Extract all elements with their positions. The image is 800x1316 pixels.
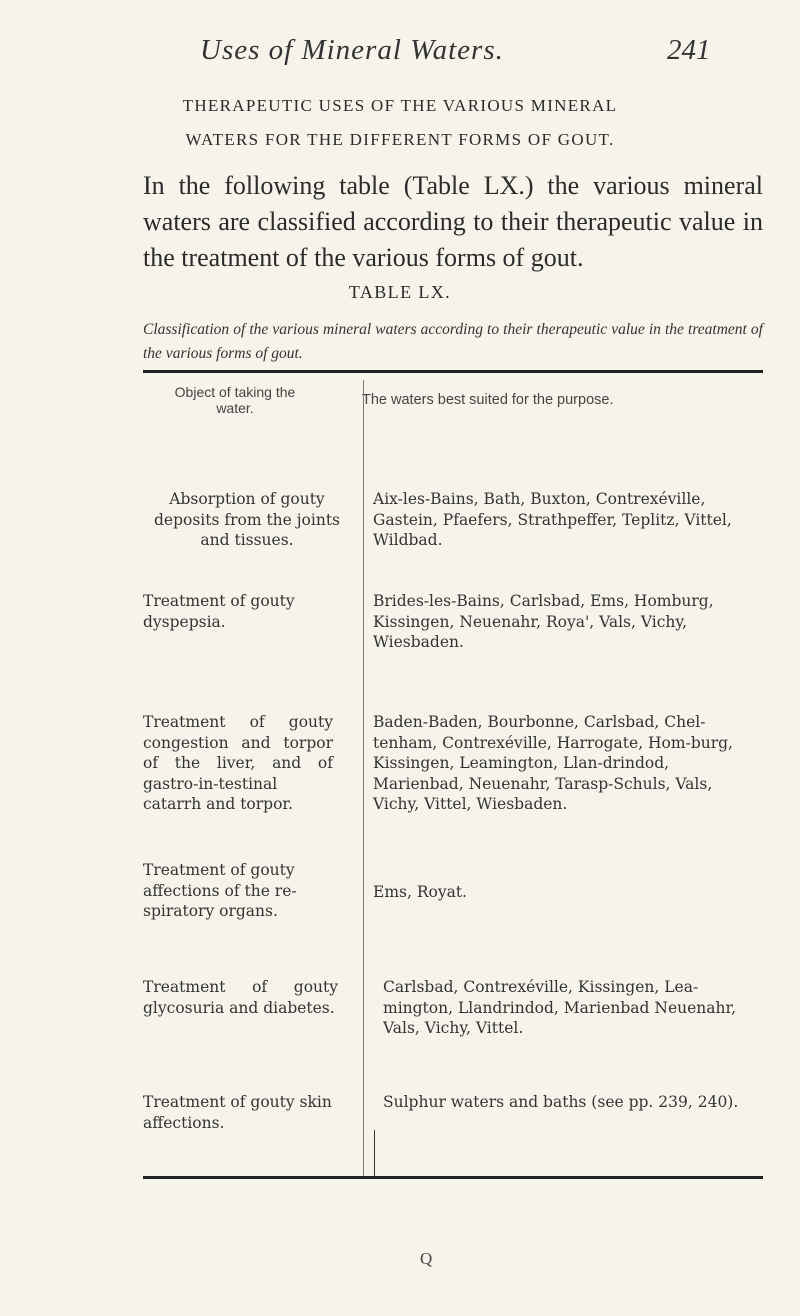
section-heading (0, 89, 800, 157)
table-bottom-rule (143, 1176, 763, 1179)
row-5-object: Treatment of gouty glycosuria and diabetes. (143, 978, 338, 1017)
row-2-object: Treatment of gouty dyspepsia. (143, 592, 295, 631)
row-6-waters: Sulphur waters and baths (see pp. 239, 240). (383, 1093, 739, 1111)
column-divider (363, 380, 364, 1178)
row-5-waters: Carlsbad, Contrexéville, Kissingen, Lea-mington, Llandrindod, Marienbad Neuenahr, Vals, Vichy, Vittel. (383, 978, 737, 1037)
table-caption: Classification of the various mineral waters according to their therapeutic value in the treatment of the various forms of gout. (143, 321, 763, 362)
section-heading-line-1: THERAPEUTIC USES OF THE VARIOUS MINERAL (182, 96, 618, 115)
running-head-title: Uses of Mineral Waters. (200, 34, 504, 66)
row-2-waters: Brides-les-Bains, Carlsbad, Ems, Homburg, Kissingen, Neuenahr, Roya', Vals, Vichy, Wiesbaden. (373, 592, 714, 651)
table-title: TABLE LX. (348, 282, 452, 302)
signature-mark: Q (420, 1249, 433, 1268)
intro-paragraph: In the following table (Table LX.) the various mineral waters are classified according to their therapeutic value in the treatment of the various forms of gout. (143, 171, 763, 272)
row-1-object: Absorption of gouty deposits from the joints and tissues. (153, 490, 341, 549)
page-number: 241 (667, 34, 711, 66)
section-heading-line-2: WATERS FOR THE DIFFERENT FORMS OF GOUT. (185, 130, 615, 149)
row-4-waters: Ems, Royat. (373, 883, 467, 901)
row-1-waters: Aix-les-Bains, Bath, Buxton, Contrexéville, Gastein, Pfaefers, Strathpeffer, Teplitz, Vittel, Wildbad. (373, 490, 732, 549)
column-header-object: Object of taking the water. (174, 384, 296, 416)
row-4-object: Treatment of gouty affections of the re-spiratory organs. (143, 861, 297, 920)
table-top-rule (143, 370, 763, 373)
row-6-object: Treatment of gouty skin affections. (143, 1093, 332, 1132)
column-divider-bottom (374, 1130, 375, 1178)
column-header-waters: The waters best suited for the purpose. (362, 392, 614, 408)
row-3-waters: Baden-Baden, Bourbonne, Carlsbad, Chel-tenham, Contrexéville, Harrogate, Hom-burg, Kissingen, Leamington, Llan-drindod, Marienbad, Neuenahr, Tarasp-Schuls, Vals, Vichy, Vittel, Wiesbaden. (373, 713, 733, 813)
row-3-object: Treatment of gouty congestion and torpor of the liver, and of gastro-in-testinal catarrh and torpor. (143, 713, 333, 813)
